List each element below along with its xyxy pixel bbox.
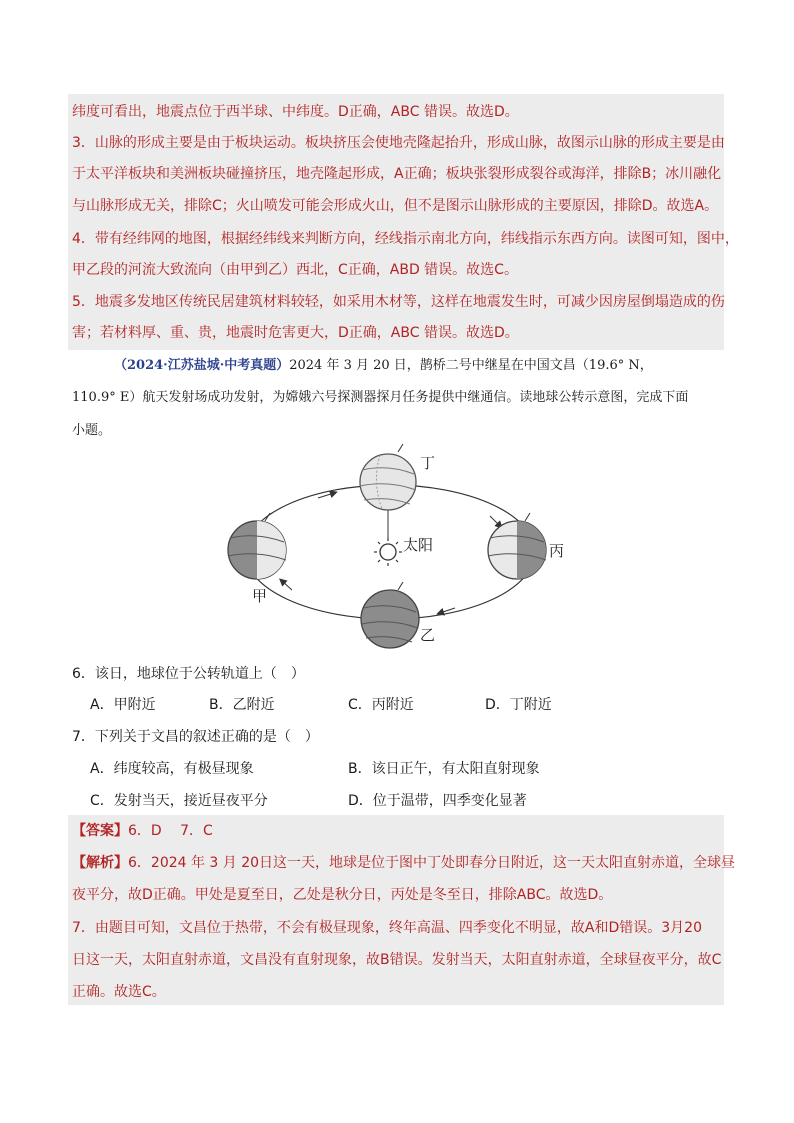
- q6-option-c[interactable]: C．丙附近: [348, 697, 414, 713]
- earth-orbit-diagram: [0, 440, 794, 660]
- label-ding: 丁: [420, 454, 436, 472]
- q6-option-b[interactable]: B．乙附近: [209, 697, 275, 713]
- analysis-line: 甲乙段的河流大致流向（由甲到乙）西北，C正确，ABD 错误。故选C。: [72, 262, 518, 278]
- q6-option-a[interactable]: A．甲附近: [90, 697, 156, 713]
- intro-line: 110.9° E）航天发射场成功发射，为嫦娥六号探测器探月任务提供中继通信。读地球公转示意图，完成下面: [72, 390, 689, 405]
- answer-line: [72, 821, 213, 841]
- orbit-arrow: [490, 516, 500, 526]
- sun-icon: [374, 538, 402, 566]
- label-bing: 丙: [549, 542, 565, 560]
- orbit-arrow: [282, 581, 292, 590]
- source-tag: （2024·江苏盐城·中考真题）: [114, 358, 290, 373]
- answer-text: 6．D 7．C: [128, 823, 213, 839]
- analysis-line: 纬度可看出，地震点位于西半球、中纬度。D正确，ABC 错误。故选D。: [72, 104, 519, 120]
- analysis-line: 于太平洋板块和美洲板块碰撞挤压，地壳隆起形成，A正确；板块张裂形成裂谷或海洋，排除B；冰川融化: [72, 166, 722, 182]
- q7-option-c[interactable]: C．发射当天，接近昼夜平分: [90, 793, 268, 809]
- analysis-first: 6．2024 年 3 月 20日这一天，地球是位于图中丁处即春分日附近，这一天太阳直射赤道，全球昼: [128, 855, 736, 871]
- earth-yi-icon: [361, 582, 419, 648]
- sun-label: 太阳: [403, 536, 434, 554]
- orbit-arrow: [318, 493, 334, 498]
- analysis-line: 正确。故选C。: [72, 984, 166, 1000]
- q7-option-a[interactable]: A．纬度较高，有极昼现象: [90, 761, 254, 777]
- intro-text: 2024 年 3 月 20 日，鹊桥二号中继星在中国文昌（19.6° N，: [289, 358, 653, 373]
- analysis-line: [72, 853, 735, 873]
- answer-analysis-block: [68, 815, 724, 1005]
- analysis-line: 夜平分，故D正确。甲处是夏至日，乙处是秋分日，丙处是冬至日，排除ABC。故选D。: [72, 887, 613, 903]
- analysis-line: 4．带有经纬网的地图，根据经纬线来判断方向，经线指示南北方向，纬线指示东西方向。读图可知，图中，: [72, 231, 739, 247]
- earth-ding-icon: [360, 444, 416, 510]
- analysis-line: 5．地震多发地区传统民居建筑材料较轻，如采用木材等，这样在地震发生时，可减少因房屋倒塌造成的伤: [72, 294, 725, 310]
- q7-option-d[interactable]: D．位于温带，四季变化显著: [348, 793, 527, 809]
- q6-option-d[interactable]: D．丁附近: [485, 697, 552, 713]
- analysis-line: 3．山脉的形成主要是由于板块运动。板块挤压会使地壳隆起抬升，形成山脉，故图示山脉的形成主要是由: [72, 135, 725, 151]
- label-jia: 甲: [252, 587, 268, 605]
- earth-jia-icon: [228, 513, 286, 579]
- analysis-label: 【解析】: [72, 855, 128, 871]
- question-7-stem: 7．下列关于文昌的叙述正确的是（ ）: [72, 729, 319, 745]
- intro-line: 小题。: [72, 423, 112, 438]
- question-6-stem: 6．该日，地球位于公转轨道上（ ）: [72, 666, 305, 682]
- analysis-line: 日这一天，太阳直射赤道，文昌没有直射现象，故B错误。发射当天，太阳直射赤道，全球昼夜平分，故C: [72, 952, 722, 968]
- label-yi: 乙: [420, 626, 436, 644]
- question-intro: [114, 356, 653, 376]
- q7-option-b[interactable]: B．该日正午，有太阳直射现象: [348, 761, 540, 777]
- answer-label: 【答案】: [72, 823, 128, 839]
- analysis-line: 7．由题目可知，文昌位于热带，不会有极昼现象，终年高温、四季变化不明显，故A和D错误。3月20: [72, 920, 702, 936]
- analysis-line: 与山脉形成无关，排除C；火山喷发可能会形成火山，但不是图示山脉形成的主要原因，排除D。故选A。: [72, 198, 719, 214]
- analysis-line: 害；若材料厚、重、贵，地震时危害更大，D正确，ABC 错误。故选D。: [72, 325, 519, 341]
